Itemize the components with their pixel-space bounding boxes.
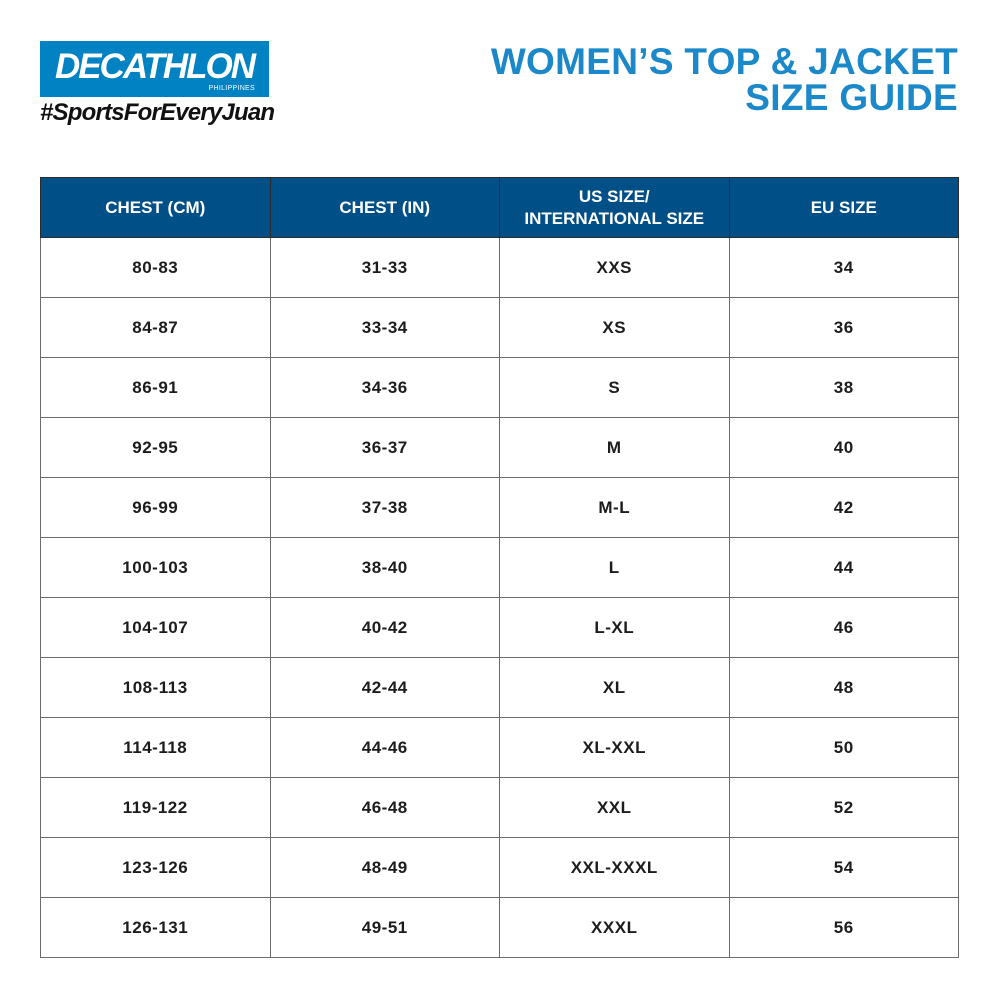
chest-in-cell: 46-48 [270,778,500,838]
chest-cm-cell: 100-103 [41,538,271,598]
chest-cm-cell: 86-91 [41,358,271,418]
chest-in-cell: 44-46 [270,718,500,778]
us-size-cell: XS [500,298,730,358]
table-header [41,178,959,238]
table-row [41,598,959,658]
page-title-line-1: WOMEN’S TOP & JACKET [490,41,958,82]
table-row [41,238,959,298]
eu-size-cell: 42 [729,478,959,538]
table-body [41,238,959,958]
eu-size-cell: 34 [729,238,959,298]
us-size-cell: L [500,538,730,598]
table-row [41,838,959,898]
us-size-cell: M-L [500,478,730,538]
table-header-row [41,178,959,238]
chest-in-cell: 48-49 [270,838,500,898]
eu-size-cell: 50 [729,718,959,778]
logo-country: PHILIPPINES [208,85,255,92]
table-row [41,658,959,718]
chest-in-cell: 49-51 [270,898,500,958]
column-header-chest-cm: CHEST (CM) [41,178,271,238]
chest-in-cell: 34-36 [270,358,500,418]
us-size-cell: M [500,418,730,478]
eu-size-cell: 46 [729,598,959,658]
table-row [41,418,959,478]
decathlon-logo [40,41,269,97]
chest-cm-cell: 84-87 [41,298,271,358]
eu-size-cell: 36 [729,298,959,358]
eu-size-cell: 48 [729,658,959,718]
table-row [41,478,959,538]
chest-cm-cell: 114-118 [41,718,271,778]
table-row [41,718,959,778]
table-row [41,538,959,598]
column-header-chest-in: CHEST (IN) [270,178,500,238]
eu-size-cell: 54 [729,838,959,898]
column-header-us-size: US SIZE/ INTERNATIONAL SIZE [500,178,730,238]
us-size-cell: XXL-XXXL [500,838,730,898]
chest-cm-cell: 92-95 [41,418,271,478]
eu-size-cell: 40 [729,418,959,478]
us-size-cell: XXL [500,778,730,838]
us-size-cell: XXXL [500,898,730,958]
us-size-cell: XL [500,658,730,718]
column-header-eu-size: EU SIZE [729,178,959,238]
chest-cm-cell: 126-131 [41,898,271,958]
size-guide-table [40,177,959,958]
eu-size-cell: 56 [729,898,959,958]
eu-size-cell: 52 [729,778,959,838]
chest-cm-cell: 119-122 [41,778,271,838]
table-row [41,898,959,958]
us-size-cell: XL-XXL [500,718,730,778]
table-row [41,358,959,418]
brand-hashtag: #SportsForEveryJuan [40,99,275,126]
page-title [438,41,958,118]
logo-wordmark: DECATHLON [54,47,255,86]
chest-in-cell: 31-33 [270,238,500,298]
chest-cm-cell: 108-113 [41,658,271,718]
us-size-cell: L-XL [500,598,730,658]
chest-cm-cell: 96-99 [41,478,271,538]
chest-in-cell: 37-38 [270,478,500,538]
eu-size-cell: 44 [729,538,959,598]
chest-cm-cell: 80-83 [41,238,271,298]
chest-cm-cell: 104-107 [41,598,271,658]
chest-cm-cell: 123-126 [41,838,271,898]
us-size-cell: XXS [500,238,730,298]
us-size-cell: S [500,358,730,418]
table-row [41,298,959,358]
chest-in-cell: 33-34 [270,298,500,358]
eu-size-cell: 38 [729,358,959,418]
table-row [41,778,959,838]
chest-in-cell: 38-40 [270,538,500,598]
chest-in-cell: 42-44 [270,658,500,718]
chest-in-cell: 36-37 [270,418,500,478]
chest-in-cell: 40-42 [270,598,500,658]
page-title-line-2: SIZE GUIDE [745,77,958,118]
